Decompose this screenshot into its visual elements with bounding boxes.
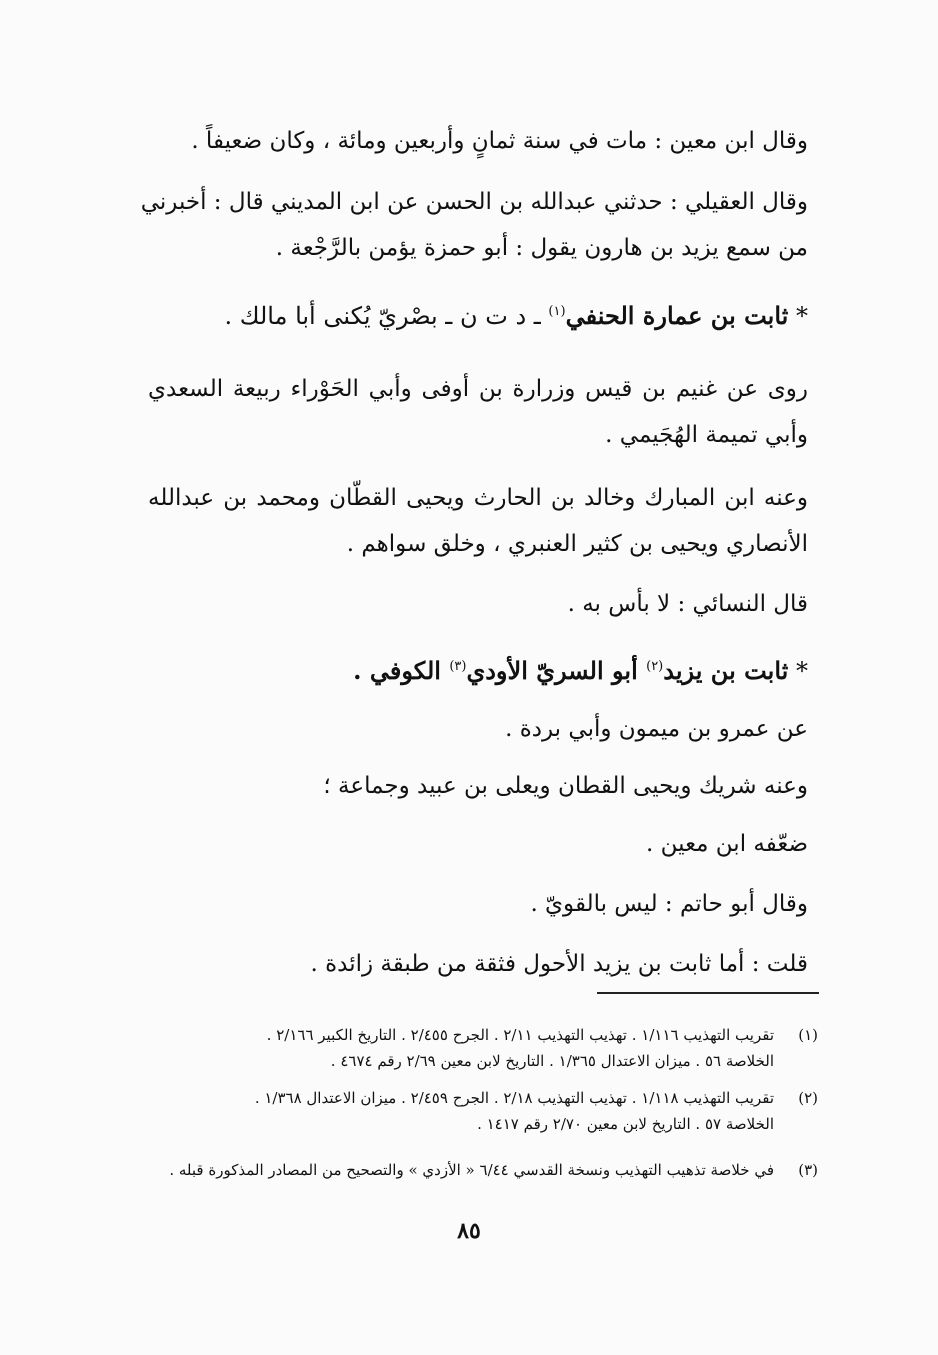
footnote-text: تقريب التهذيب ١/١١٨ . تهذيب التهذيب ٢/١٨ . الجرح ٢/٤٥٩ . ميزان الاعتدال ١/٣٦٨ .	[254, 1089, 774, 1107]
footnote-text: الخلاصة ٥٧ . التاريخ لابن معين ٢/٧٠ رقم ١٤١٧ .	[477, 1115, 774, 1133]
entry-details: ـ د ت ن ـ بصْريّ يُكنى أبا مالك .	[224, 302, 549, 330]
footnote-ref: (١)	[548, 304, 566, 319]
text-line: عن عمرو بن ميمون وأبي بردة .	[505, 716, 808, 742]
text-line: ضعّفه ابن معين .	[646, 831, 808, 857]
text-line: وعنه شريك ويحيى القطان ويعلى بن عبيد وجماعة ؛	[323, 773, 808, 799]
text-line: روى عن غنيم بن قيس وزرارة بن أوفى وأبي الحَوْراء ربيعة السعدي	[148, 376, 808, 402]
footnote-ref: (٢)	[646, 659, 664, 674]
text-line: وأبي تميمة الهُجَيمي .	[605, 422, 808, 448]
text-line: الأنصاري ويحيى بن كثير العنبري ، وخلق سواهم .	[346, 531, 808, 557]
text-line: وعنه ابن المبارك وخالد بن الحارث ويحيى القطّان ومحمد بن عبدالله	[148, 485, 808, 511]
footnote	[150, 1022, 818, 1074]
entry-name: ثابت بن يزيد	[663, 656, 789, 685]
entry-nisba: الكوفي .	[353, 656, 450, 685]
footnote-text: الخلاصة ٥٦ . ميزان الاعتدال ١/٣٦٥ . التاريخ لابن معين ٢/٦٩ رقم ٤٦٧٤ .	[330, 1052, 774, 1070]
entry-heading-thabit-ibn-umara	[224, 296, 808, 332]
text-line: وقال ابن معين : مات في سنة ثمانٍ وأربعين ومائة ، وكان ضعيفاً .	[191, 128, 808, 154]
footnote	[150, 1157, 818, 1183]
footnote-separator	[597, 992, 819, 994]
entry-heading-thabit-ibn-yazid	[353, 651, 808, 687]
text-line: من سمع يزيد بن هارون يقول : أبو حمزة يؤمن بالرَّجْعة .	[275, 235, 808, 261]
page-number: ٨٥	[457, 1218, 481, 1244]
text-line: قال النسائي : لا بأس به .	[567, 591, 808, 617]
footnote	[150, 1085, 818, 1137]
entry-bullet: *	[796, 657, 808, 685]
footnote-ref: (٣)	[449, 659, 467, 674]
text-line: وقال أبو حاتم : ليس بالقويّ .	[530, 891, 808, 917]
footnote-text: في خلاصة تذهيب التهذيب ونسخة القدسي ٦/٤٤ « الأزدي » والتصحيح من المصادر المذكورة قبله .	[169, 1161, 774, 1179]
entry-bullet: *	[796, 302, 808, 330]
footnote-number: (٢)	[798, 1089, 818, 1107]
footnote-number: (١)	[798, 1026, 818, 1044]
entry-kunya: أبو السريّ الأودي	[466, 656, 647, 685]
footnote-number: (٣)	[798, 1161, 818, 1179]
footnote-text: تقريب التهذيب ١/١١٦ . تهذيب التهذيب ٢/١١ . الجرح ٢/٤٥٥ . التاريخ الكبير ٢/١٦٦ .	[266, 1026, 774, 1044]
text-line: وقال العقيلي : حدثني عبدالله بن الحسن عن ابن المديني قال : أخبرني	[140, 189, 808, 215]
entry-name: ثابت بن عمارة الحنفي	[565, 301, 789, 330]
text-line: قلت : أما ثابت بن يزيد الأحول فثقة من طبقة زائدة .	[310, 951, 808, 977]
